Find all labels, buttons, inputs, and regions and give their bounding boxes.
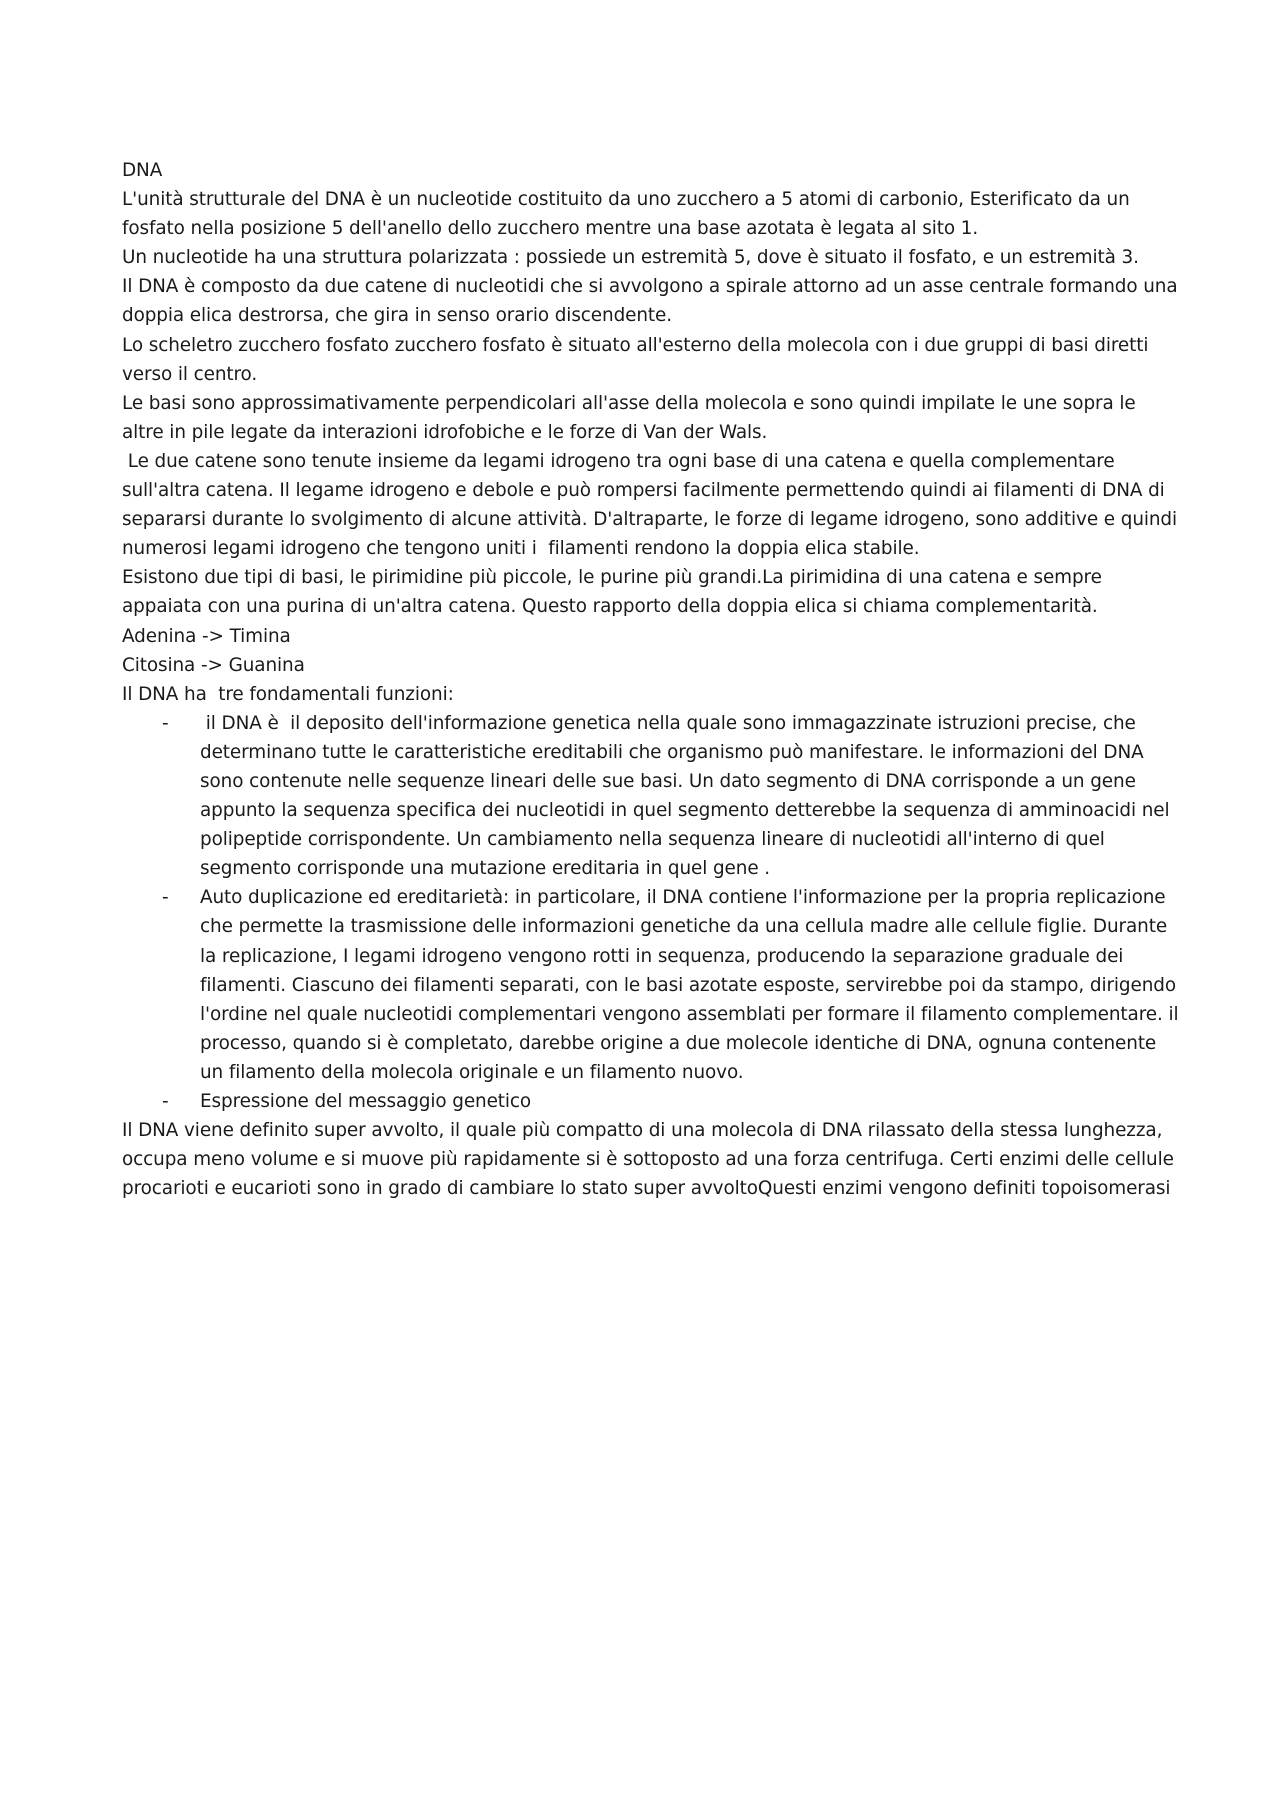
function-genetic-information: il DNA è il deposito dell'informazione genetica nella quale sono immagazzinate istruzioni precise, che determinano tutte le caratteristiche ereditabili che organismo può manifestare. le informazioni del DNA sono contenute nelle sequenze lineari delle sue basi. Un dato segmento di DNA corrisponde a un gene appunto la sequenza specifica dei nucleotidi in quel segmento detterebbe la sequenza di amminoacidi nel polipeptide corrispondente. Un cambiamento nella sequenza lineare di nucleotidi all'interno di quel segmento corrisponde una mutazione ereditaria in quel gene .: [200, 712, 1176, 880]
paragraph-supercoiling: Il DNA viene definito super avvolto, il quale più compatto di una molecola di DNA rilassato della stessa lunghezza, occupa meno volume e si muove più rapidamente si è sottoposto ad una forza centrifuga. Certi enzimi delle cellule procarioti e eucarioti sono in grado di cambiare lo stato super avvoltoQuesti enzimi vengono definiti topoisomerasi: [122, 1120, 1174, 1200]
document-body: [122, 156, 1182, 1203]
list-item: [122, 883, 1182, 1087]
pairing-cytosine-guanine: Citosina -> Guanina: [122, 654, 305, 676]
list-marker: -: [162, 712, 169, 734]
paragraph-nucleotide-polarity: Un nucleotide ha una struttura polarizzata : possiede un estremità 5, dove è situato il fosfato, e un estremità 3.: [122, 247, 1139, 269]
function-self-replication: Auto duplicazione ed ereditarietà: in particolare, il DNA contiene l'informazione per la propria replicazione che permette la trasmissione delle informazioni genetiche da una cellula madre alle cellule figlie. Durante la replicazione, I legami idrogeno vengono rotti in sequenza, producendo la separazione graduale dei filamenti. Ciascuno dei filamenti separati, con le basi azotate esposte, servirebbe poi da stampo, dirigendo l'ordine nel quale nucleotidi complementari vengono assemblati per formare il filamento complementare. il processo, quando si è completato, darebbe origine a due molecole identiche di DNA, ognuna contenente un filamento della molecola originale e un filamento nuovo.: [200, 887, 1179, 1083]
list-item: [122, 1087, 1182, 1116]
function-gene-expression: Espressione del messaggio genetico: [200, 1091, 532, 1112]
paragraph-bases: Le basi sono approssimativamente perpendicolari all'asse della molecola e sono quindi impilate le une sopra le altre in pile legate da interazioni idrofobiche e le forze di Van der Wals.: [122, 392, 1136, 443]
paragraph-functions-intro: Il DNA ha tre fondamentali funzioni:: [122, 683, 454, 705]
document-title: DNA: [122, 160, 163, 181]
paragraph-base-types: Esistono due tipi di basi, le pirimidine più piccole, le purine più grandi.La pirimidina di una catena e sempre appaiata con una purina di un'altra catena. Questo rapporto della doppia elica si chiama complementarità.: [122, 567, 1102, 618]
functions-list: [122, 709, 1182, 1116]
paragraph-double-helix: Il DNA è composto da due catene di nucleotidi che si avvolgono a spirale attorno ad un asse centrale formando una doppia elica destrorsa, che gira in senso orario discendente.: [122, 276, 1178, 327]
list-marker: -: [162, 1091, 169, 1112]
paragraph-hydrogen-bonds: Le due catene sono tenute insieme da legami idrogeno tra ogni base di una catena e quella complementare sull'altra catena. Il legame idrogeno e debole e può rompersi facilmente permettendo quindi ai filamenti di DNA di separarsi durante lo svolgimento di alcune attività. D'altraparte, le forze di legame idrogeno, sono additive e quindi numerosi legami idrogeno che tengono uniti i filamenti rendono la doppia elica stabile.: [122, 450, 1183, 560]
list-marker: -: [162, 887, 169, 909]
list-item: [122, 709, 1182, 884]
paragraph-backbone: Lo scheletro zucchero fosfato zucchero fosfato è situato all'esterno della molecola con i due gruppi di basi diretti verso il centro.: [122, 334, 1149, 385]
pairing-adenine-thymine: Adenina -> Timina: [122, 625, 291, 647]
paragraph-nucleotide-structure: L'unità strutturale del DNA è un nucleotide costituito da uno zucchero a 5 atomi di carbonio, Esterificato da un fosfato nella posizione 5 dell'anello dello zucchero mentre una base azotata è legata al sito 1.: [122, 189, 1130, 240]
